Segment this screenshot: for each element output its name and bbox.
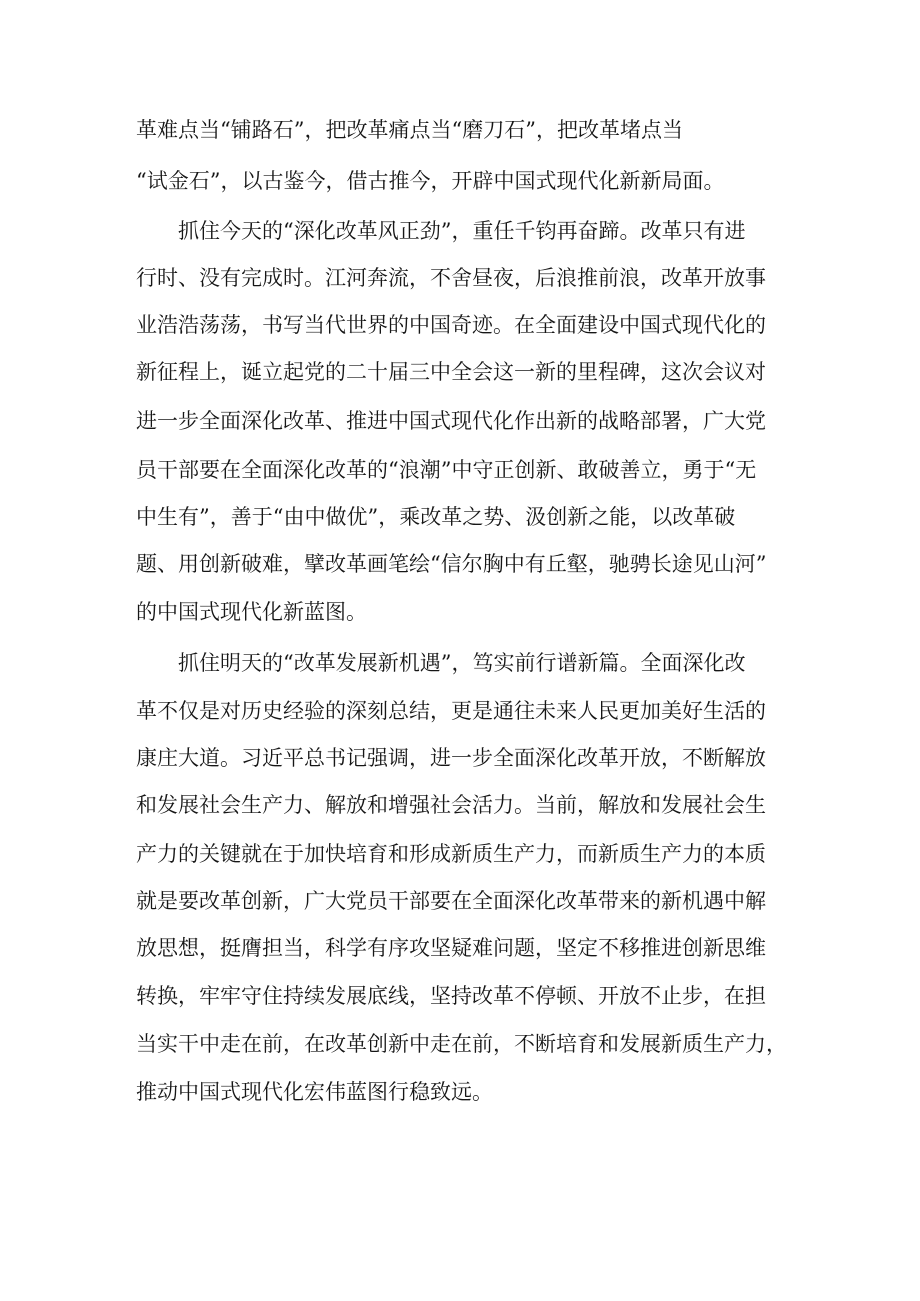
text-line: 新征程上，诞立起党的二十届三中全会这一新的里程碑，这次会议对: [136, 360, 766, 384]
text-line: 中生有”，善于“由中做优”，乘改革之势、汲创新之能，以改革破: [136, 505, 736, 529]
text-line: 就是要改革创新，广大党员干部要在全面深化改革带来的新机遇中解: [136, 889, 766, 913]
text-line: 革难点当“铺路石”，把改革痛点当“磨刀石”，把改革堵点当: [136, 118, 683, 142]
text-line: 康庄大道。习近平总书记强调，进一步全面深化改革开放，不断解放: [136, 746, 766, 770]
text-line: 转换，牢牢守住持续发展底线，坚持改革不停顿、开放不止步，在担: [136, 984, 766, 1008]
text-line: 业浩浩荡荡，书写当代世界的中国奇迹。在全面建设中国式现代化的: [136, 313, 766, 337]
text-line: 行时、没有完成时。江河奔流，不舍昼夜，后浪推前浪，改革开放事: [136, 266, 766, 290]
text-line: 题、用创新破难，擘改革画笔绘“信尔胸中有丘壑，驰骋长途见山河”: [136, 552, 767, 576]
text-line: 抓住明天的“改革发展新机遇”，笃实前行谱新篇。全面深化改: [178, 651, 746, 675]
text-line: “试金石”，以古鉴今，借古推今，开辟中国式现代化新新局面。: [136, 169, 725, 193]
text-line: 放思想，挺膺担当，科学有序攻坚疑难问题，坚定不移推进创新思维: [136, 936, 766, 960]
text-line: 革不仅是对历史经验的深刻总结，更是通往未来人民更加美好生活的: [136, 699, 766, 723]
text-line: 产力的关键就在于加快培育和形成新质生产力，而新质生产力的本质: [136, 842, 766, 866]
text-line: 推动中国式现代化宏伟蓝图行稳致远。: [136, 1080, 493, 1104]
text-line: 当实干中走在前，在改革创新中走在前，不断培育和发展新质生产力，: [136, 1032, 787, 1056]
text-line: 的中国式现代化新蓝图。: [136, 600, 367, 624]
text-line: 进一步全面深化改革、推进中国式现代化作出新的战略部署，广大党: [136, 409, 766, 433]
text-line: 员干部要在全面深化改革的“浪潮”中守正创新、敢破善立，勇于“无: [136, 458, 757, 482]
text-line: 和发展社会生产力、解放和增强社会活力。当前，解放和发展社会生: [136, 793, 766, 817]
text-line: 抓住今天的“深化改革风正劲”，重任千钧再奋蹄。改革只有进: [178, 219, 746, 243]
